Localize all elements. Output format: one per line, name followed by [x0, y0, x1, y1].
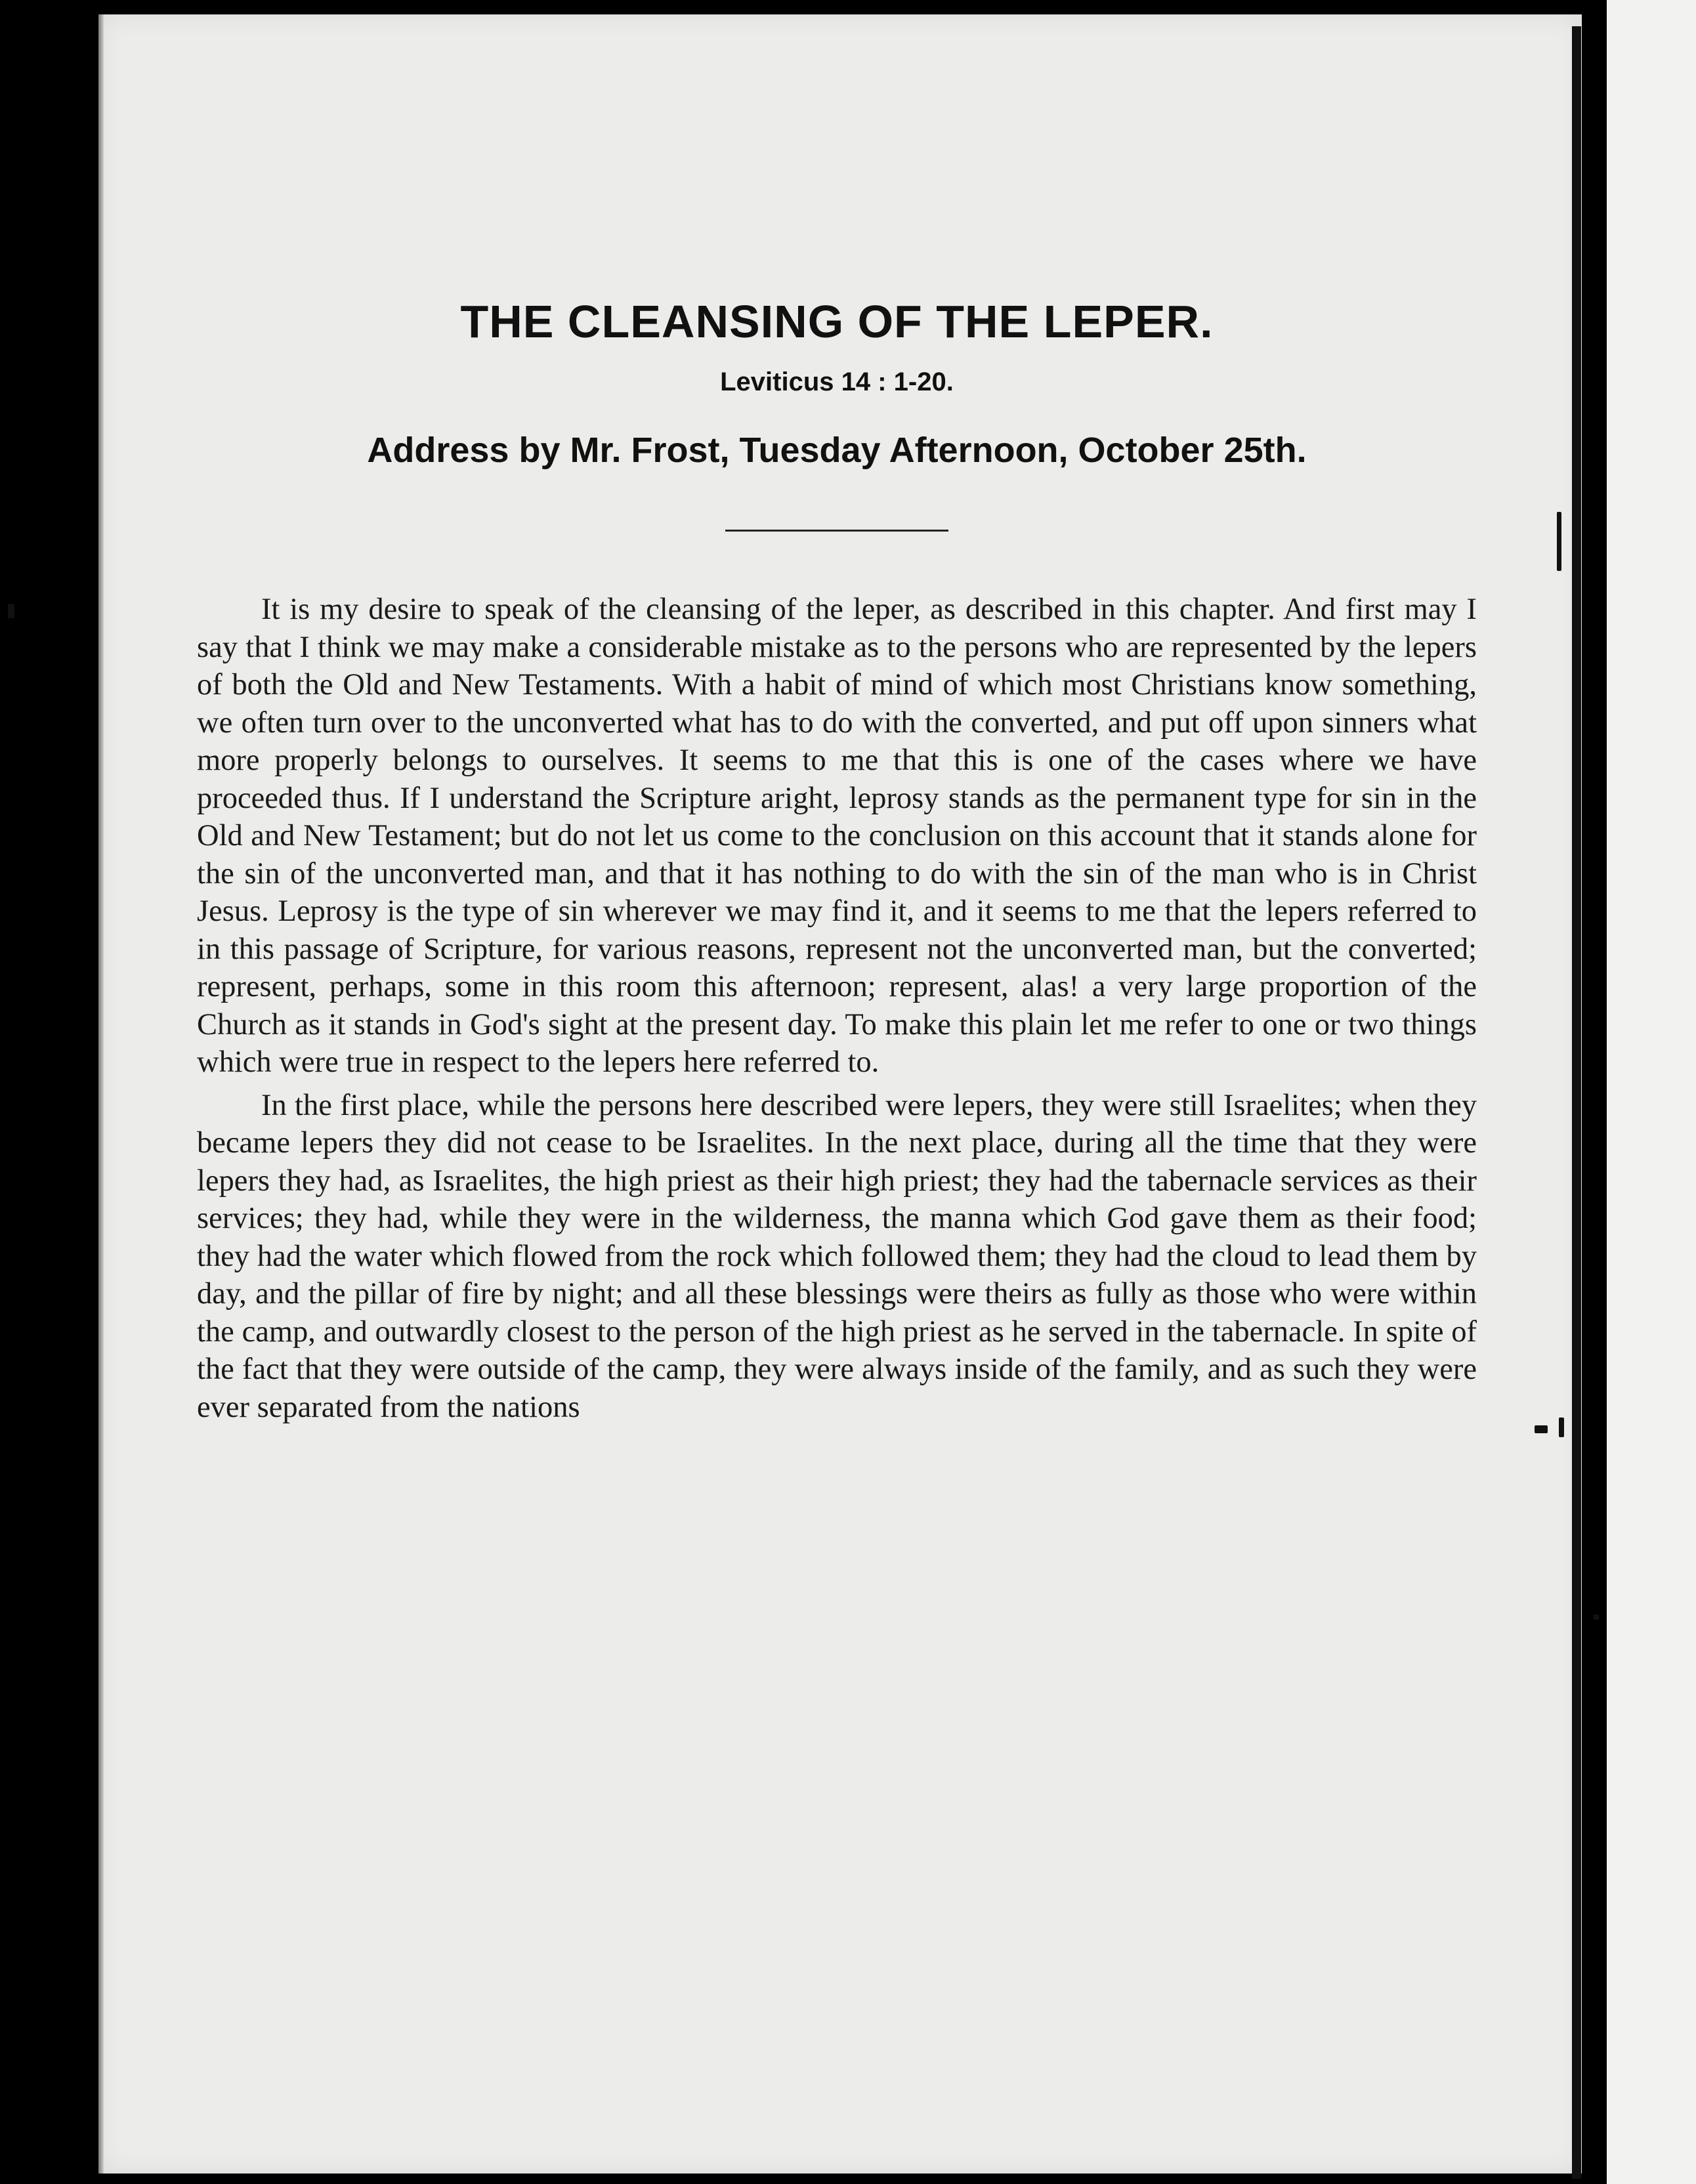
scan-speck [1535, 1425, 1548, 1433]
divider-rule [725, 530, 948, 532]
page-binding-edge [98, 14, 104, 2174]
paragraph: It is my desire to speak of the cleansing of the leper, as described in this chapter. And first may I say that I think we may make a considerable mistake as to the persons who are represented by the lepers of both the Old and New Testaments. With a habit of mind of which most Christians know something, we often turn over to the unconverted what has to do with the converted, and put off upon sinners what more properly belongs to ourselves. It seems to me that this is one of the cases where we have proceeded thus. If I understand the Scripture aright, leprosy stands as the permanent type for sin in the Old and New Testament; but do not let us come to the conclusion on this account that it stands alone for the sin of the unconverted man, and that it has nothing to do with the sin of the man who is in Christ Jesus. Leprosy is the type of sin wherever we may find it, and it seems to me that the lepers referred to in this passage of Scripture, for various reasons, represent not the unconverted man, but the converted; represent, perhaps, some in this room this afternoon; represent, alas! a very large proportion of the Church as it stands in God's sight at the present day. To make this plain let me refer to one or two things which were true in respect to the lepers here referred to. [197, 593, 1477, 1079]
scan-speck [1557, 512, 1561, 571]
scan-speck [1594, 1614, 1599, 1620]
address-line: Address by Mr. Frost, Tuesday Afternoon, October 25th. [367, 430, 1307, 470]
scan-speck [8, 604, 14, 618]
body-text [197, 591, 1477, 1426]
paragraph: In the first place, while the persons here described were lepers, they were still Israelites; when they became lepers they did not cease to be Israelites. In the next place, during all the time that they were lepers they had, as Israelites, the high priest as their high priest; they had the tabernacle services as their services; they had, while they were in the wilderness, the manna which God gave them as their food; they had the water which flowed from the rock which followed them; they had the cloud to lead them by day, and the pillar of fire by night; and all these blessings were theirs as fully as those who were within the camp, and outwardly closest to the person of the high priest as he served in the tabernacle. In spite of the fact that they were outside of the camp, they were always inside of the family, and as such they were ever separated from the nations [197, 1088, 1477, 1424]
document-title: THE CLEANSING OF THE LEPER. [460, 296, 1214, 347]
adjacent-page-strip [1607, 0, 1696, 2184]
scan-speck [1559, 1418, 1564, 1437]
page-divider-line [1572, 26, 1581, 2179]
document-content [197, 249, 1477, 1426]
scripture-reference: Leviticus 14 : 1-20. [720, 368, 954, 396]
